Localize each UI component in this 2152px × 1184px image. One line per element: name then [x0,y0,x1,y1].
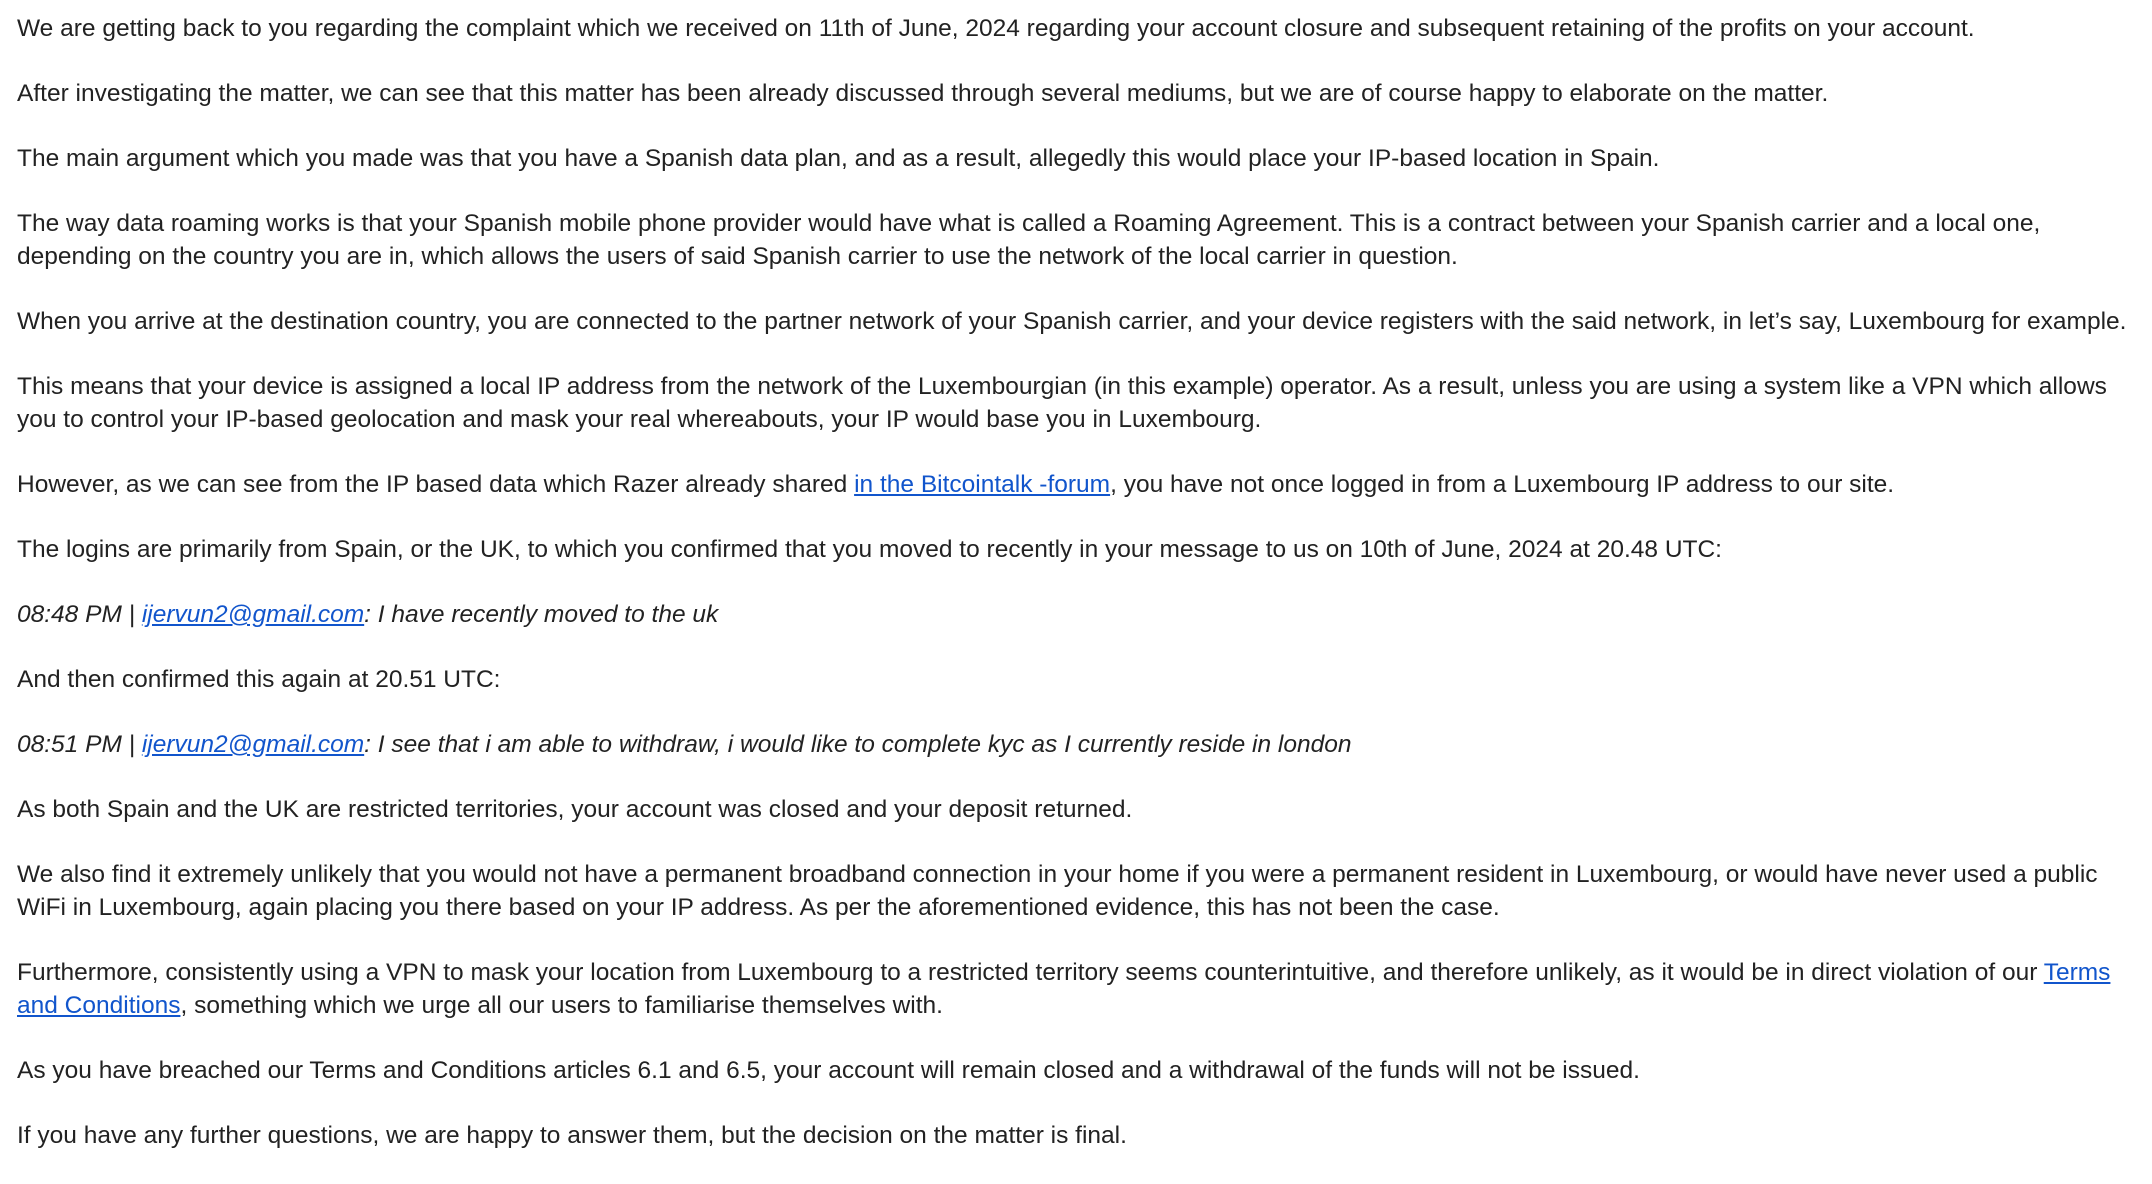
paragraph-breach: As you have breached our Terms and Conditions articles 6.1 and 6.5, your account will remain closed and a withdrawal of the funds will not be issued. [17,1057,1640,1084]
paragraph-confirmed-again: And then confirmed this again at 20.51 UTC: [17,666,501,693]
paragraph-investigation: After investigating the matter, we can see that this matter has been already discussed through several mediums, but we are of course happy to elaborate on the matter. [17,80,1829,107]
paragraph-closing: If you have any further questions, we are happy to answer them, but the decision on the matter is final. [17,1122,1127,1149]
paragraph-bitcointalk-data [17,468,2145,501]
paragraph-local-ip: This means that your device is assigned a local IP address from the network of the Luxembourgian (in this example) operator. As a result, unless you are using a system like a VPN which allows you to control your IP-based geolocation and mask your real whereabouts, your IP would base you in Luxembourg. [17,373,2107,433]
paragraph-text: Furthermore, consistently using a VPN to mask your location from Luxembourg to a restricted territory seems counterintuitive, and therefore unlikely, as it would be in direct violation of our [17,959,2044,986]
paragraph-text: , something which we urge all our users to familiarise themselves with. [180,992,943,1019]
paragraph-complaint-received: We are getting back to you regarding the complaint which we received on 11th of June, 2024 regarding your account closure and subsequent retaining of the profits on your account. [17,15,1975,42]
paragraph-restricted-territories: As both Spain and the UK are restricted territories, your account was closed and your deposit returned. [17,796,1133,823]
paragraph-data-roaming: The way data roaming works is that your Spanish mobile phone provider would have what is called a Roaming Agreement. This is a contract between your Spanish carrier and a local one, depending on the country you are in, which allows the users of said Spanish carrier to use the network of the local carrier in question. [17,210,2041,270]
quote-timestamp: 08:48 PM | [17,601,142,628]
terms-and-conditions-link[interactable]: Terms and Conditions [17,959,2111,1019]
paragraph-vpn [17,956,2145,1022]
email-link[interactable]: ijervun2@gmail.com [141,731,365,758]
paragraph-destination-country: When you arrive at the destination country, you are connected to the partner network of your Spanish carrier, and your device registers with the said network, in let’s say, Luxembourg for example. [17,308,2127,335]
paragraph-text: , you have not once logged in from a Luxembourg IP address to our site. [1110,471,1895,498]
quote-message-1 [17,598,2145,631]
paragraph-logins: The logins are primarily from Spain, or the UK, to which you confirmed that you moved to recently in your message to us on 10th of June, 2024 at 20.48 UTC: [17,536,1722,563]
quote-timestamp: 08:51 PM | [17,731,142,758]
quote-text: : I see that i am able to withdraw, i would like to complete kyc as I currently reside in london [364,731,1352,758]
paragraph-main-argument: The main argument which you made was that you have a Spanish data plan, and as a result, allegedly this would place your IP-based location in Spain. [17,145,1660,172]
email-link[interactable]: ijervun2@gmail.com [141,601,365,628]
paragraph-broadband: We also find it extremely unlikely that you would not have a permanent broadband connection in your home if you were a permanent resident in Luxembourg, or would have never used a public WiFi in Luxembourg, again placing you there based on your IP address. As per the aforementioned evidence, this has not been the case. [17,861,2098,921]
paragraph-text: However, as we can see from the IP based data which Razer already shared [17,471,855,498]
quote-text: : I have recently moved to the uk [364,601,719,628]
bitcointalk-forum-link[interactable]: in the Bitcointalk -forum [854,471,1111,498]
quote-message-2 [17,728,2145,761]
email-body [17,12,2145,1184]
